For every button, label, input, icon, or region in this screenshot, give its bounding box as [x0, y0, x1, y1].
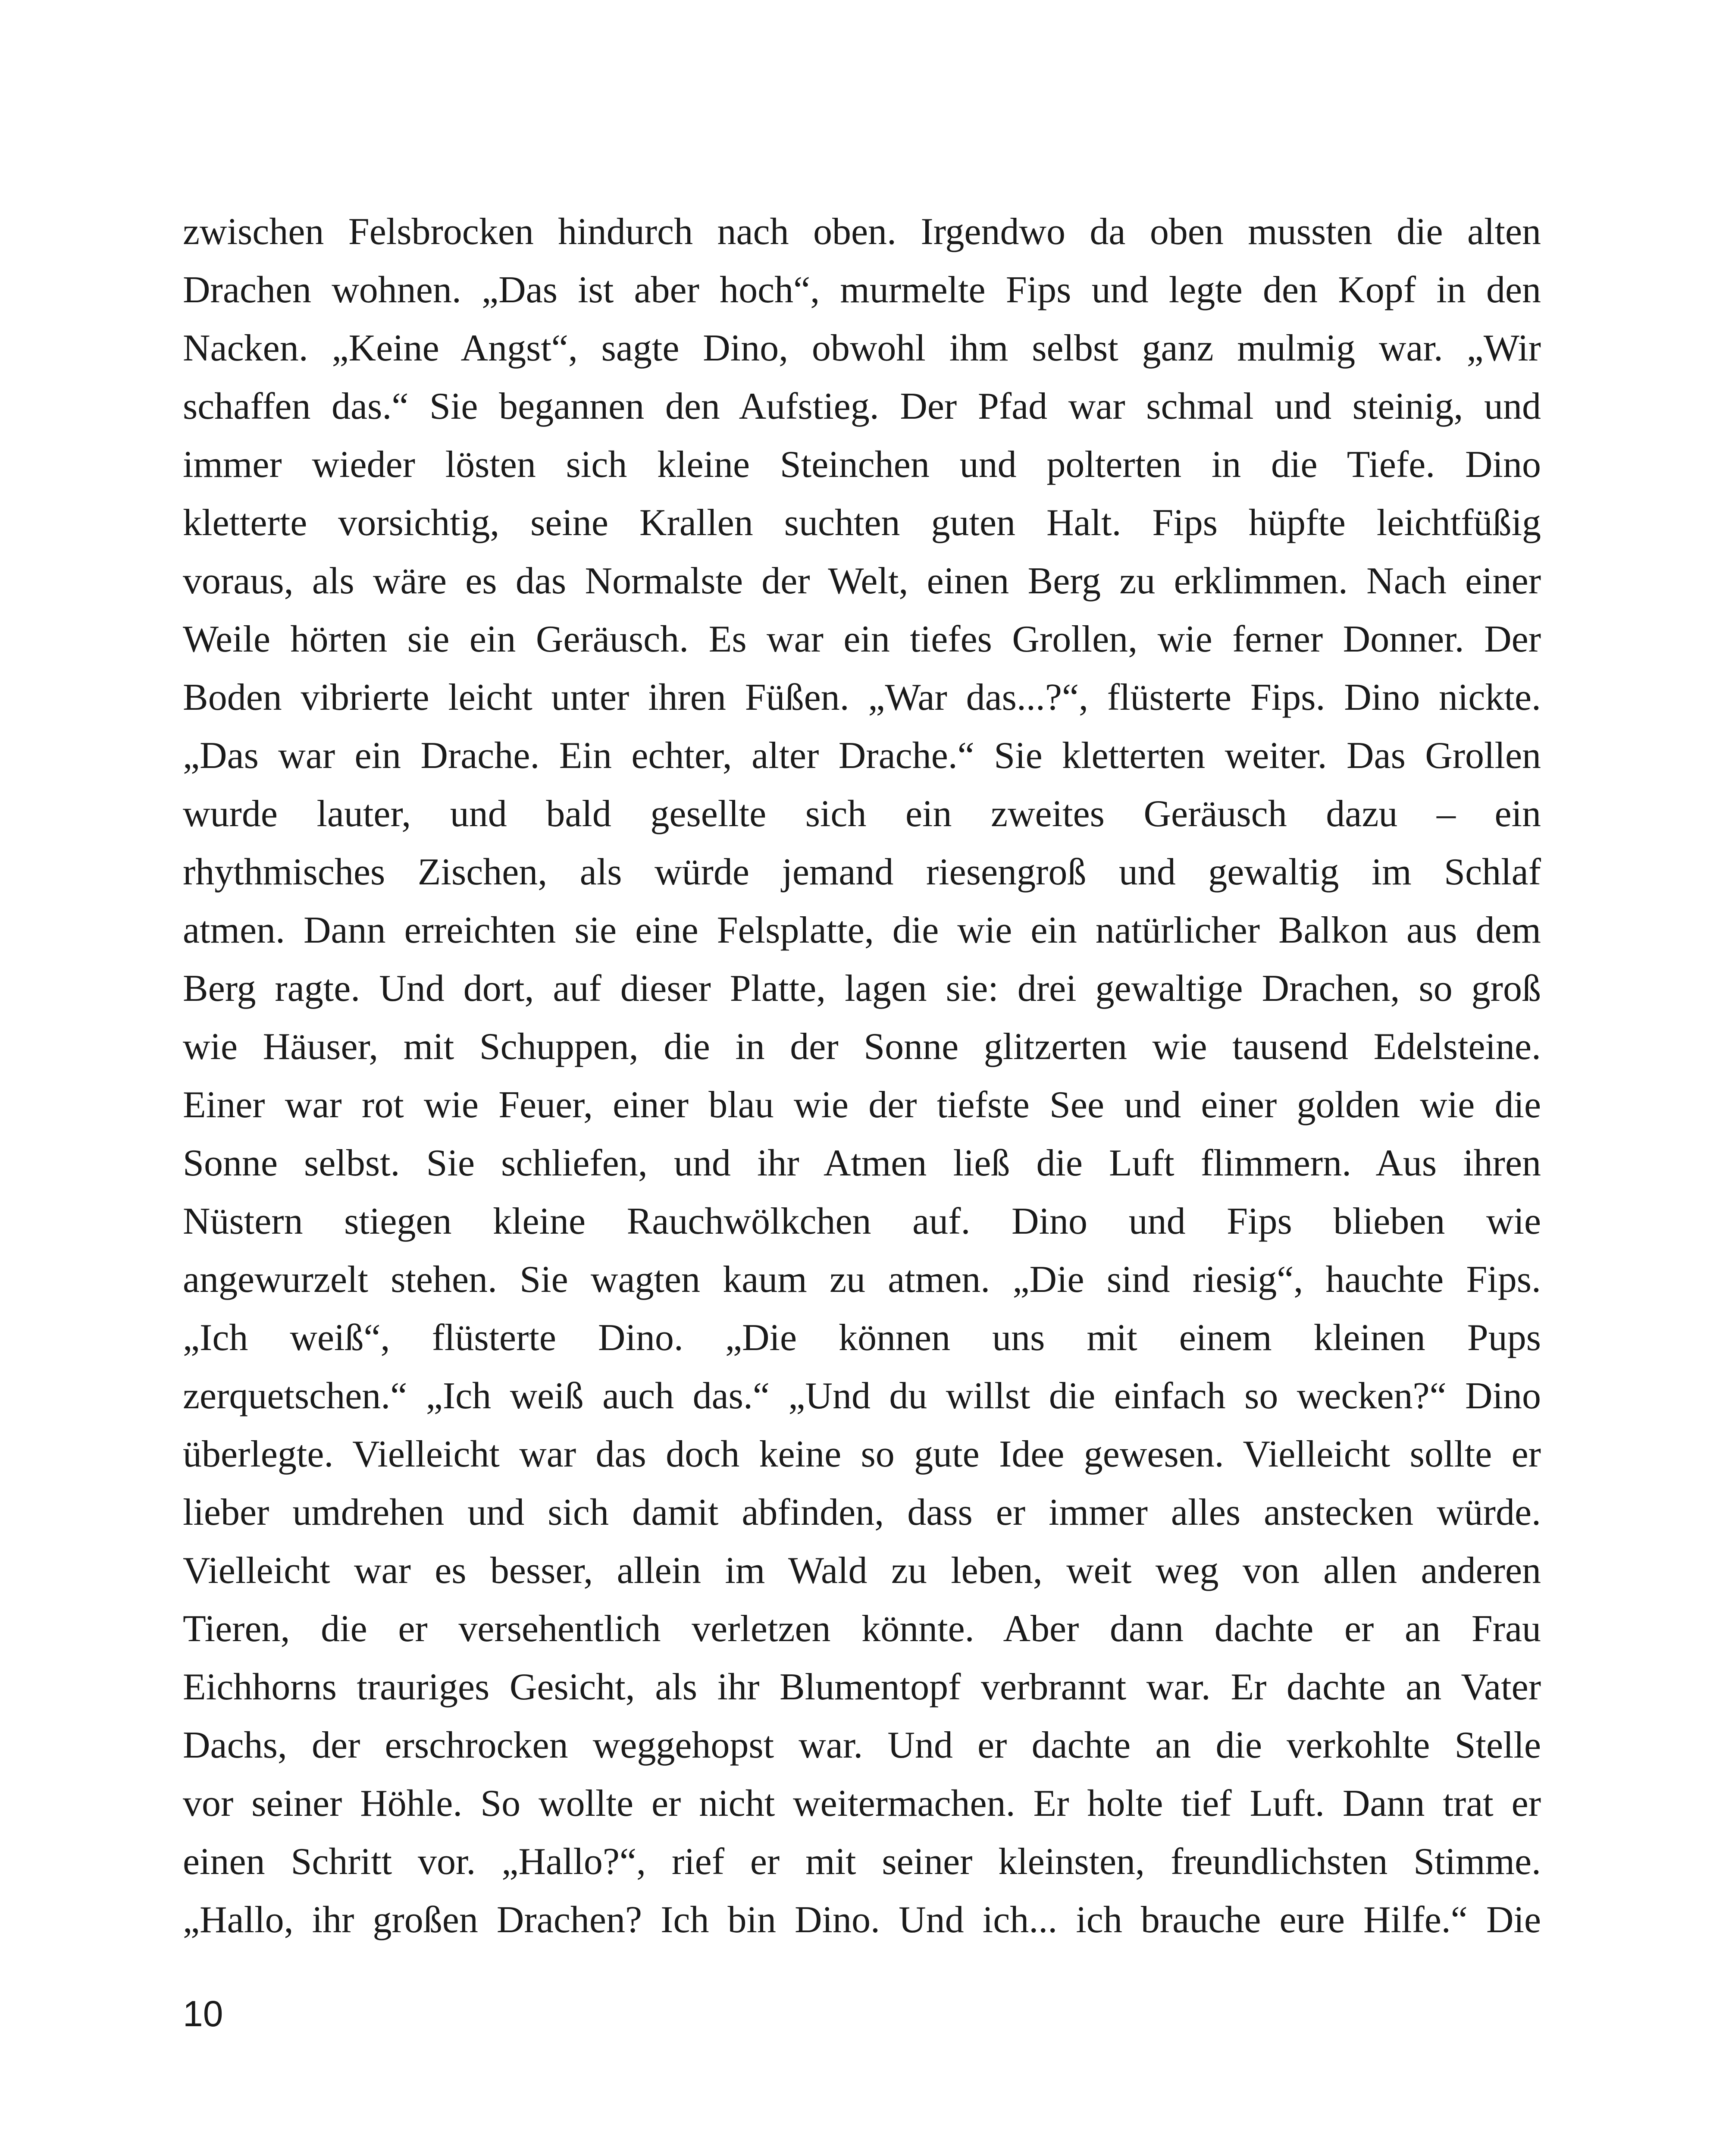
text-line: wurde lauter, und bald gesellte sich ein zweites Geräusch dazu – ein [183, 793, 1541, 835]
text-line: zerquetschen.“ „Ich weiß auch das.“ „Und du willst die einfach so wecken?“ Dino [183, 1375, 1541, 1417]
text-line: Eichhorns trauriges Gesicht, als ihr Blumentopf verbrannt war. Er dachte an Vater [183, 1666, 1541, 1708]
text-line: lieber umdrehen und sich damit abfinden, dass er immer alles anstecken würde. [183, 1492, 1541, 1533]
text-line: Boden vibrierte leicht unter ihren Füßen. „War das...?“, flüsterte Fips. Dino nickte. [183, 677, 1541, 718]
text-line: rhythmisches Zischen, als würde jemand riesengroß und gewaltig im Schlaf [183, 851, 1541, 893]
text-line: Nüstern stiegen kleine Rauchwölkchen auf. Dino und Fips blieben wie [183, 1200, 1541, 1242]
text-line: kletterte vorsichtig, seine Krallen suchten guten Halt. Fips hüpfte leichtfüßig [183, 502, 1541, 544]
body-text [183, 203, 1541, 1949]
page-number: 10 [183, 1993, 223, 2034]
text-line: Vielleicht war es besser, allein im Wald zu leben, weit weg von allen anderen [183, 1550, 1541, 1592]
text-line: immer wieder lösten sich kleine Steinchen und polterten in die Tiefe. Dino [183, 444, 1541, 486]
text-line: Weile hörten sie ein Geräusch. Es war ein tiefes Grollen, wie ferner Donner. Der [183, 618, 1541, 660]
text-line: atmen. Dann erreichten sie eine Felsplatte, die wie ein natürlicher Balkon aus dem [183, 909, 1541, 951]
text-line: „Hallo, ihr großen Drachen? Ich bin Dino. Und ich... ich brauche eure Hilfe.“ Die [183, 1899, 1541, 1941]
text-line: einen Schritt vor. „Hallo?“, rief er mit seiner kleinsten, freundlichsten Stimme. [183, 1841, 1541, 1883]
text-line: voraus, als wäre es das Normalste der Welt, einen Berg zu erklimmen. Nach einer [183, 560, 1541, 602]
text-line: angewurzelt stehen. Sie wagten kaum zu atmen. „Die sind riesig“, hauchte Fips. [183, 1259, 1541, 1300]
text-line: Berg ragte. Und dort, auf dieser Platte, lagen sie: drei gewaltige Drachen, so groß [183, 968, 1541, 1009]
text-line: wie Häuser, mit Schuppen, die in der Sonne glitzerten wie tausend Edelsteine. [183, 1026, 1541, 1068]
text-line: Dachs, der erschrocken weggehopst war. Und er dachte an die verkohlte Stelle [183, 1724, 1541, 1766]
text-line: schaffen das.“ Sie begannen den Aufstieg. Der Pfad war schmal und steinig, und [183, 385, 1541, 427]
text-line: Tieren, die er versehentlich verletzen könnte. Aber dann dachte er an Frau [183, 1608, 1541, 1650]
text-line: überlegte. Vielleicht war das doch keine so gute Idee gewesen. Vielleicht sollte er [183, 1433, 1541, 1475]
text-line: Drachen wohnen. „Das ist aber hoch“, murmelte Fips und legte den Kopf in den [183, 269, 1541, 311]
text-line: vor seiner Höhle. So wollte er nicht weitermachen. Er holte tief Luft. Dann trat er [183, 1783, 1541, 1824]
text-line: Einer war rot wie Feuer, einer blau wie der tiefste See und einer golden wie die [183, 1084, 1541, 1126]
text-line: Nacken. „Keine Angst“, sagte Dino, obwohl ihm selbst ganz mulmig war. „Wir [183, 327, 1541, 369]
text-line: „Das war ein Drache. Ein echter, alter Drache.“ Sie kletterten weiter. Das Grollen [183, 735, 1541, 777]
text-line: zwischen Felsbrocken hindurch nach oben. Irgendwo da oben mussten die alten [183, 211, 1541, 253]
text-line: „Ich weiß“, flüsterte Dino. „Die können uns mit einem kleinen Pups [183, 1317, 1541, 1359]
text-line: Sonne selbst. Sie schliefen, und ihr Atmen ließ die Luft flimmern. Aus ihren [183, 1142, 1541, 1184]
